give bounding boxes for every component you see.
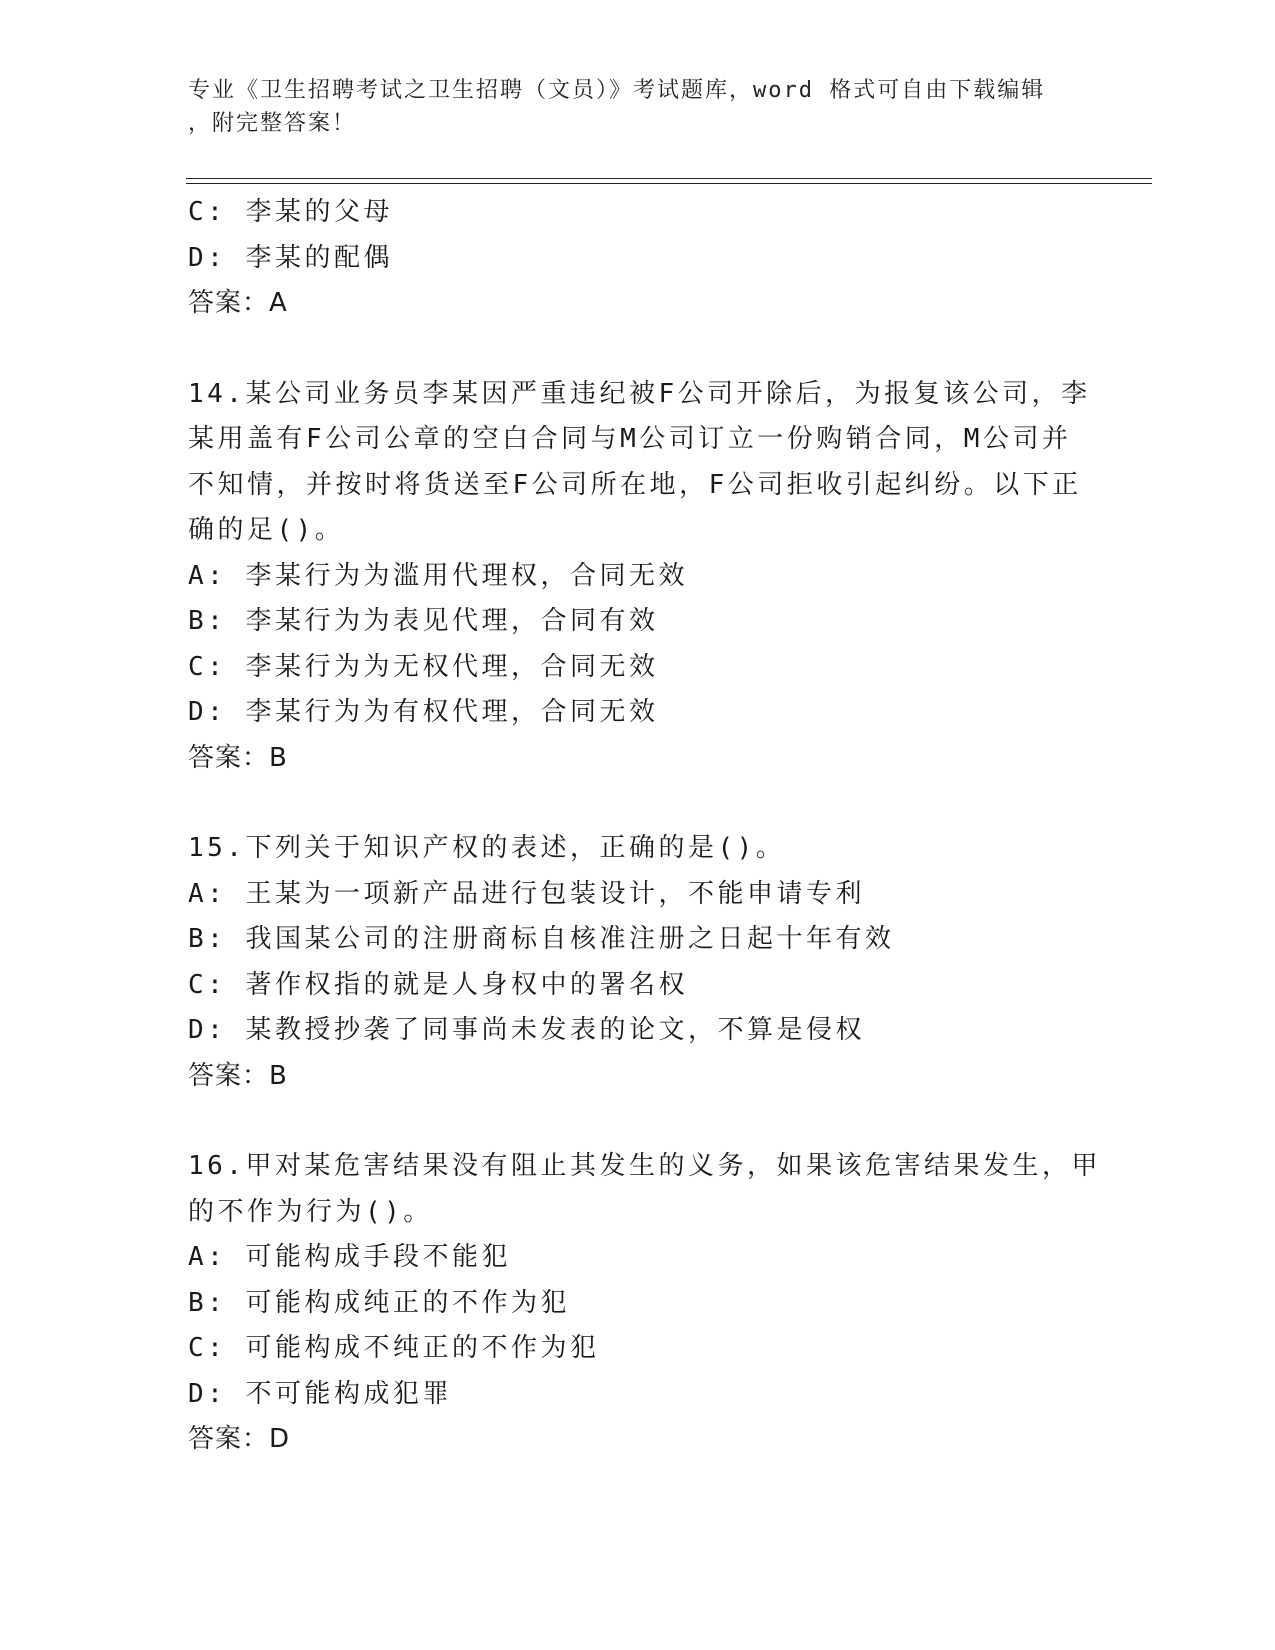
option-line: B: 可能构成纯正的不作为犯 xyxy=(188,1287,570,1318)
spacer xyxy=(188,781,1088,826)
question-text-line: 某用盖有F公司公章的空白合同与M公司订立一份购销合同，M公司并 xyxy=(188,424,1072,454)
option-line: C: 李某的父母 xyxy=(188,197,393,227)
option-line: D: 李某的配偶 xyxy=(188,242,393,273)
option-line: C: 著作权指的就是人身权中的署名权 xyxy=(188,969,688,1000)
option-line: A: 可能构成手段不能犯 xyxy=(188,1242,511,1272)
question-block-14 xyxy=(188,372,1091,782)
option-line: C: 李某行为为无权代理，合同无效 xyxy=(188,651,659,682)
question-text-line: 不知情，并按时将货送至F公司所在地，F公司拒收引起纠纷。以下正 xyxy=(188,469,1082,500)
option-line: D: 李某行为为有权代理，合同无效 xyxy=(188,697,659,727)
answer-line: 答案：B xyxy=(188,1060,288,1091)
option-line: D: 不可能构成犯罪 xyxy=(188,1378,452,1409)
question-block-16 xyxy=(188,1144,1101,1463)
header-divider-top xyxy=(186,178,1152,179)
header-divider-bottom xyxy=(186,183,1152,184)
option-line: B: 我国某公司的注册商标自核准注册之日起十年有效 xyxy=(188,924,895,954)
question-text-line: 16.甲对某危害结果没有阻止其发生的义务，如果该危害结果发生，甲 xyxy=(188,1151,1101,1181)
question-list xyxy=(188,190,1101,1463)
option-line: D: 某教授抄袭了同事尚未发表的论文，不算是侵权 xyxy=(188,1015,865,1045)
question-text-line: 14.某公司业务员李某因严重违纪被F公司开除后，为报复该公司，李 xyxy=(188,378,1091,409)
spacer xyxy=(188,1099,1088,1144)
spacer xyxy=(188,327,1088,372)
document-header xyxy=(188,74,1088,140)
answer-line: 答案：D xyxy=(188,1424,291,1454)
question-block-15 xyxy=(188,826,1088,1099)
question-text-line: 的不作为行为()。 xyxy=(188,1196,433,1227)
question-block-13-tail xyxy=(188,190,1088,327)
answer-line: 答案：B xyxy=(188,742,288,773)
header-line-2: ，附完整答案！ xyxy=(188,111,357,136)
option-line: A: 李某行为为滥用代理权，合同无效 xyxy=(188,560,688,591)
header-line-1: 专业《卫生招聘考试之卫生招聘（文员）》考试题库，word 格式可自由下载编辑 xyxy=(188,78,1046,103)
option-line: B: 李某行为为表见代理，合同有效 xyxy=(188,606,659,636)
option-line: A: 王某为一项新产品进行包装设计，不能申请专利 xyxy=(188,878,865,909)
question-text-line: 确的足()。 xyxy=(188,515,345,545)
option-line: C: 可能构成不纯正的不作为犯 xyxy=(188,1333,600,1363)
question-text-line: 15.下列关于知识产权的表述，正确的是()。 xyxy=(188,833,786,863)
answer-line: 答案：A xyxy=(188,288,288,318)
